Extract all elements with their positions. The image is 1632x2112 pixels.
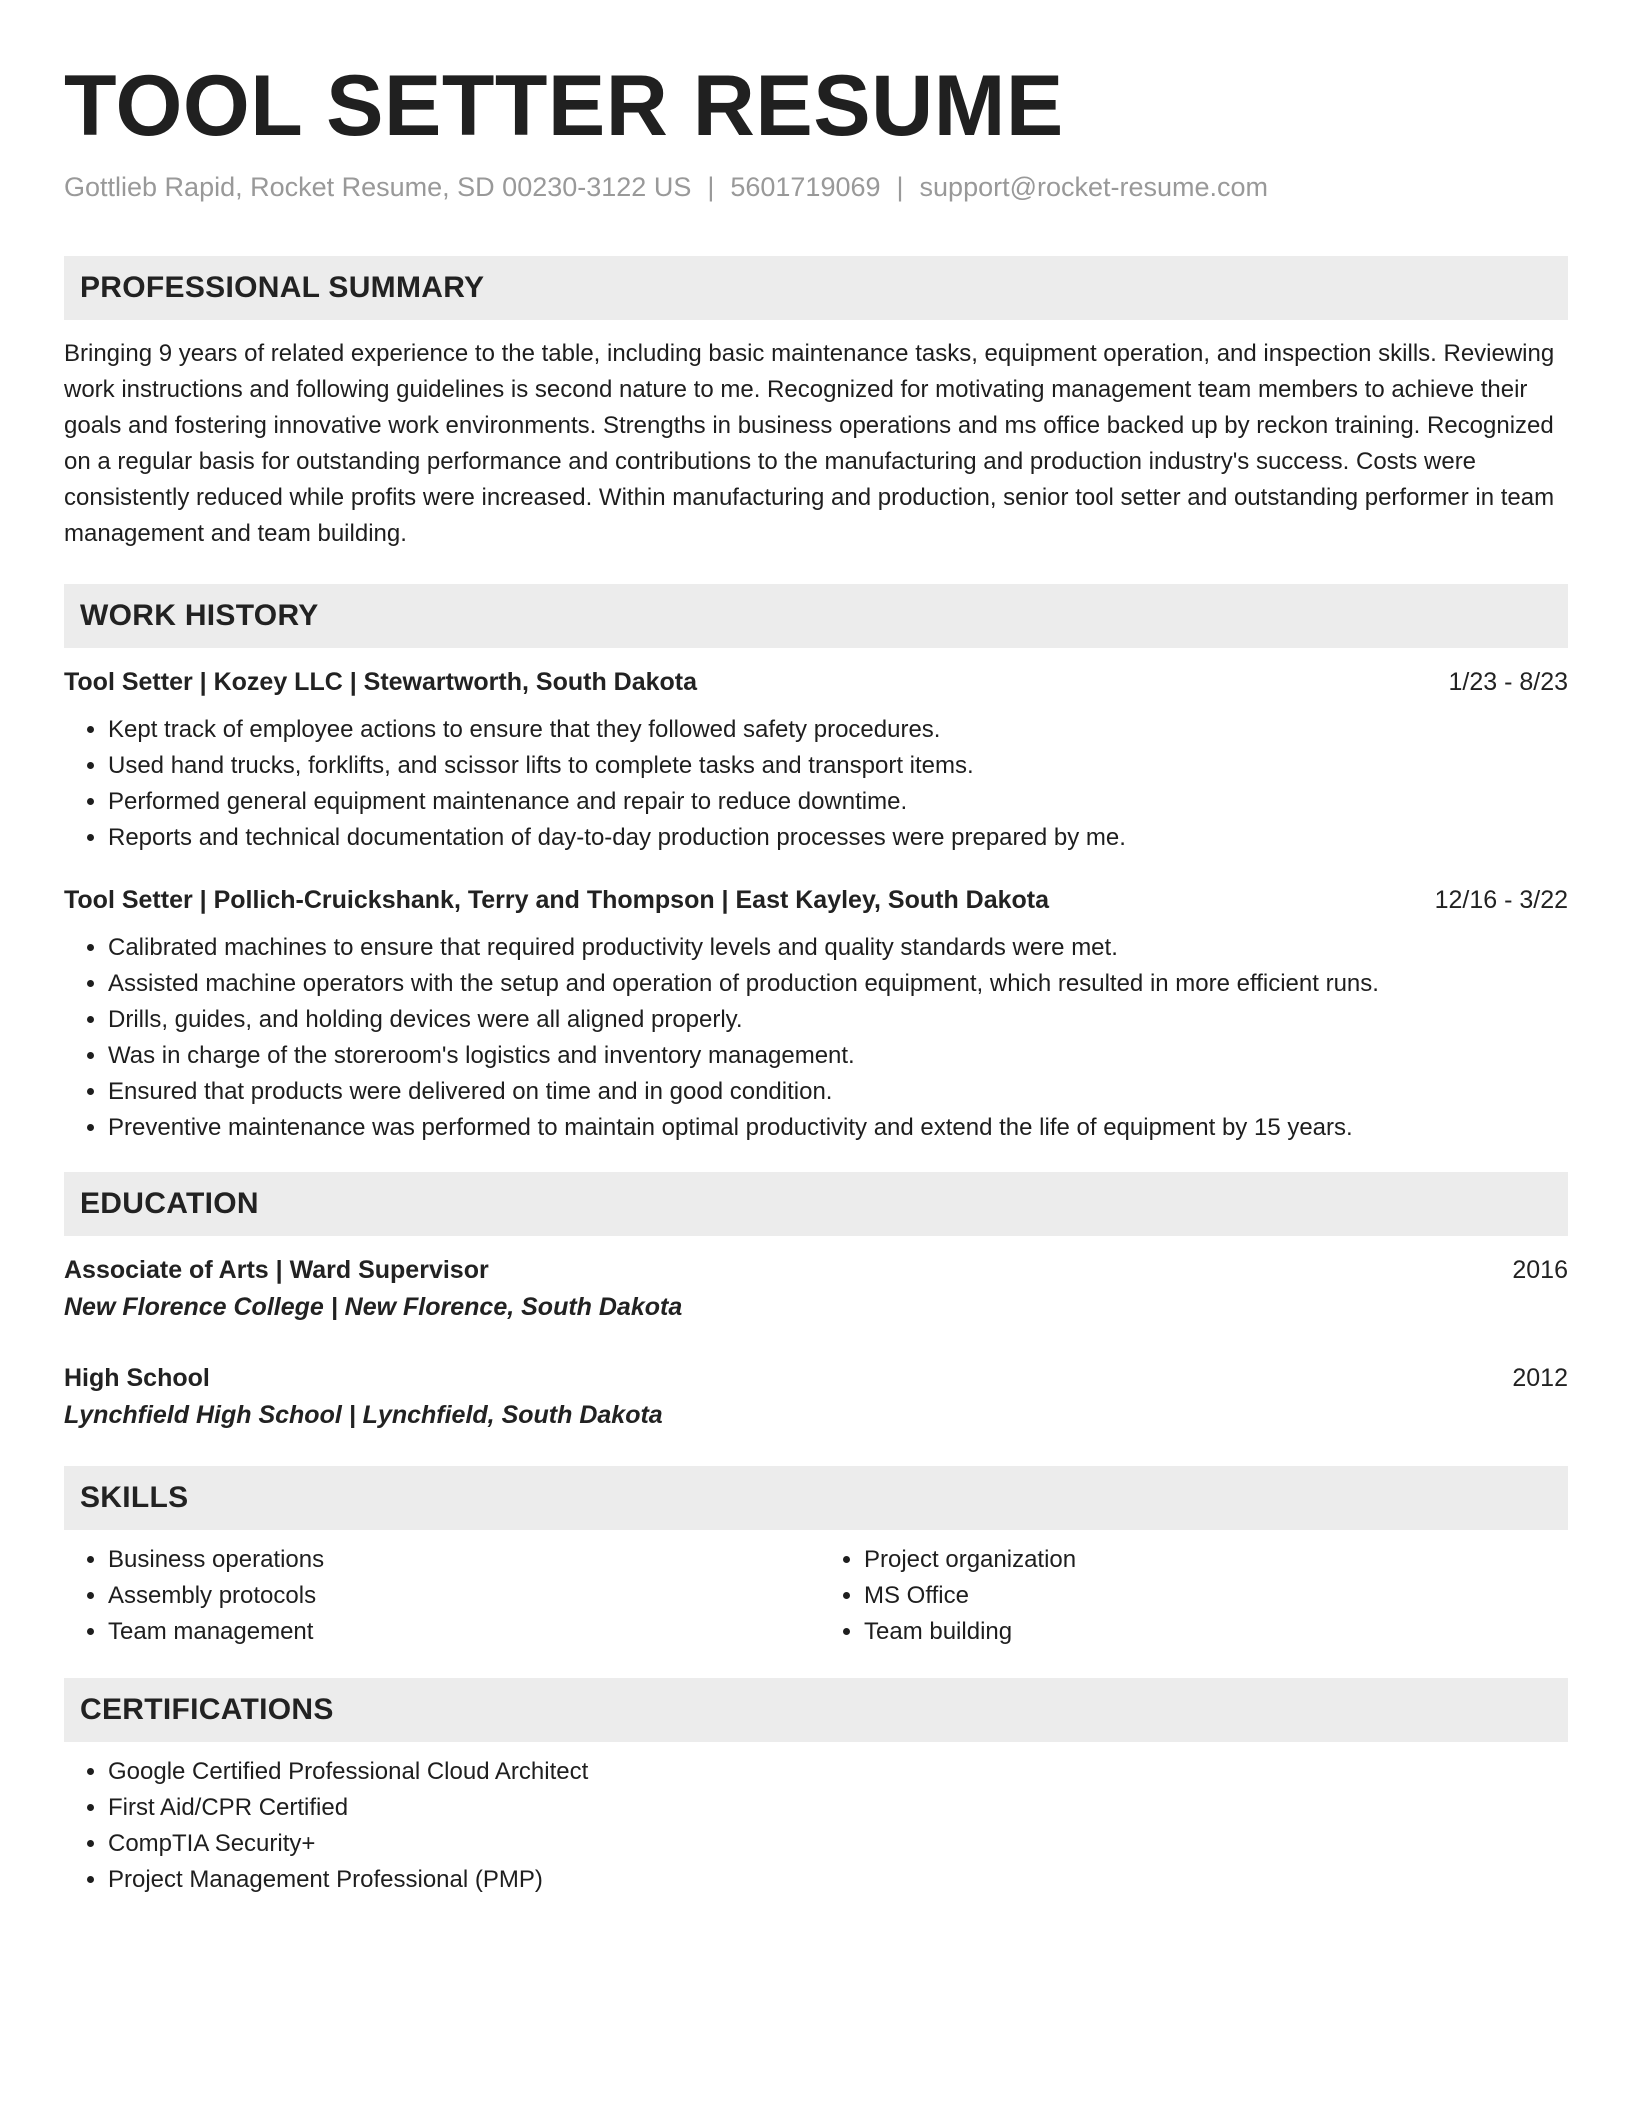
contact-email: support@rocket-resume.com	[919, 172, 1269, 202]
skills-column-2	[816, 1542, 1568, 1650]
education-header	[64, 1252, 1568, 1288]
job-title: Tool Setter | Pollich-Cruickshank, Terry and Thompson | East Kayley, South Dakota	[64, 886, 1050, 914]
job-dates: 1/23 - 8/23	[1448, 668, 1568, 696]
work-history-heading: WORK HISTORY	[64, 584, 1568, 648]
list-item: • Assisted machine operators with the setup and operation of production equipment, which resulted in more efficient runs.	[108, 966, 1568, 1002]
job-entry	[64, 664, 1568, 856]
job-duties	[64, 930, 1568, 1146]
certifications-section	[64, 1678, 1568, 1898]
skills-column-1	[64, 1542, 816, 1650]
job-dates: 12/16 - 3/22	[1434, 886, 1568, 914]
list-item: • Google Certified Professional Cloud Architect	[108, 1754, 1568, 1790]
education-heading: EDUCATION	[64, 1172, 1568, 1236]
list-item: • MS Office	[864, 1578, 1568, 1614]
summary-text: Bringing 9 years of related experience to the table, including basic maintenance tasks, equipment operation, and inspection skills. Reviewing work instructions and following guidelines is second nature to me. Recognized for motivating management team members to achieve their goals and fostering innovative work environments. Strengths in business operations and ms office backed up by reckon training. Recognized on a regular basis for outstanding performance and contributions to the manufacturing and production industry's success. Costs were consistently reduced while profits were increased. Within manufacturing and production, senior tool setter and outstanding performer in team management and team building.	[64, 340, 1555, 547]
list-item: • Calibrated machines to ensure that required productivity levels and quality standards were met.	[108, 930, 1568, 966]
school-name: New Florence College | New Florence, South Dakota	[64, 1293, 683, 1321]
list-item: • Project Management Professional (PMP)	[108, 1862, 1568, 1898]
skills-grid	[64, 1542, 1568, 1650]
job-title: Tool Setter | Kozey LLC | Stewartworth, South Dakota	[64, 668, 698, 696]
list-item: • Team building	[864, 1614, 1568, 1650]
degree: Associate of Arts | Ward Supervisor	[64, 1256, 489, 1284]
degree: High School	[64, 1364, 210, 1392]
list-item: • Reports and technical documentation of day-to-day production processes were prepared by me.	[108, 820, 1568, 856]
list-item: • Business operations	[108, 1542, 816, 1578]
education-entry	[64, 1360, 1568, 1434]
job-entry	[64, 882, 1568, 1146]
graduation-year: 2012	[1512, 1364, 1568, 1392]
summary-section	[64, 256, 1568, 552]
list-item: • First Aid/CPR Certified	[108, 1790, 1568, 1826]
list-item: • Preventive maintenance was performed to maintain optimal productivity and extend the life of equipment by 15 years.	[108, 1110, 1568, 1146]
contact-address: Gottlieb Rapid, Rocket Resume, SD 00230-3122 US	[64, 172, 692, 202]
contact-line	[64, 170, 1568, 204]
education-section	[64, 1172, 1568, 1434]
list-item: • Team management	[108, 1614, 816, 1650]
list-item: • CompTIA Security+	[108, 1826, 1568, 1862]
list-item: • Performed general equipment maintenance and repair to reduce downtime.	[108, 784, 1568, 820]
work-history-section	[64, 584, 1568, 1146]
list-item: • Was in charge of the storeroom's logistics and inventory management.	[108, 1038, 1568, 1074]
resume-title: TOOL SETTER RESUME	[64, 58, 1064, 154]
skills-heading: SKILLS	[64, 1466, 1568, 1530]
list-item: • Drills, guides, and holding devices were all aligned properly.	[108, 1002, 1568, 1038]
list-item: • Kept track of employee actions to ensure that they followed safety procedures.	[108, 712, 1568, 748]
list-item: • Used hand trucks, forklifts, and scissor lifts to complete tasks and transport items.	[108, 748, 1568, 784]
list-item: • Assembly protocols	[108, 1578, 816, 1614]
list-item: • Project organization	[864, 1542, 1568, 1578]
job-duties	[64, 712, 1568, 856]
graduation-year: 2016	[1512, 1256, 1568, 1284]
job-header	[64, 882, 1568, 918]
contact-separator: |	[707, 172, 715, 202]
job-header	[64, 664, 1568, 700]
school-name: Lynchfield High School | Lynchfield, South Dakota	[64, 1401, 663, 1429]
summary-heading: PROFESSIONAL SUMMARY	[64, 256, 1568, 320]
list-item: • Ensured that products were delivered on time and in good condition.	[108, 1074, 1568, 1110]
certifications-heading: CERTIFICATIONS	[64, 1678, 1568, 1742]
certifications-list	[64, 1754, 1568, 1898]
education-header	[64, 1360, 1568, 1396]
education-entry	[64, 1252, 1568, 1326]
contact-phone: 5601719069	[730, 172, 881, 202]
contact-separator: |	[896, 172, 904, 202]
skills-section	[64, 1466, 1568, 1650]
